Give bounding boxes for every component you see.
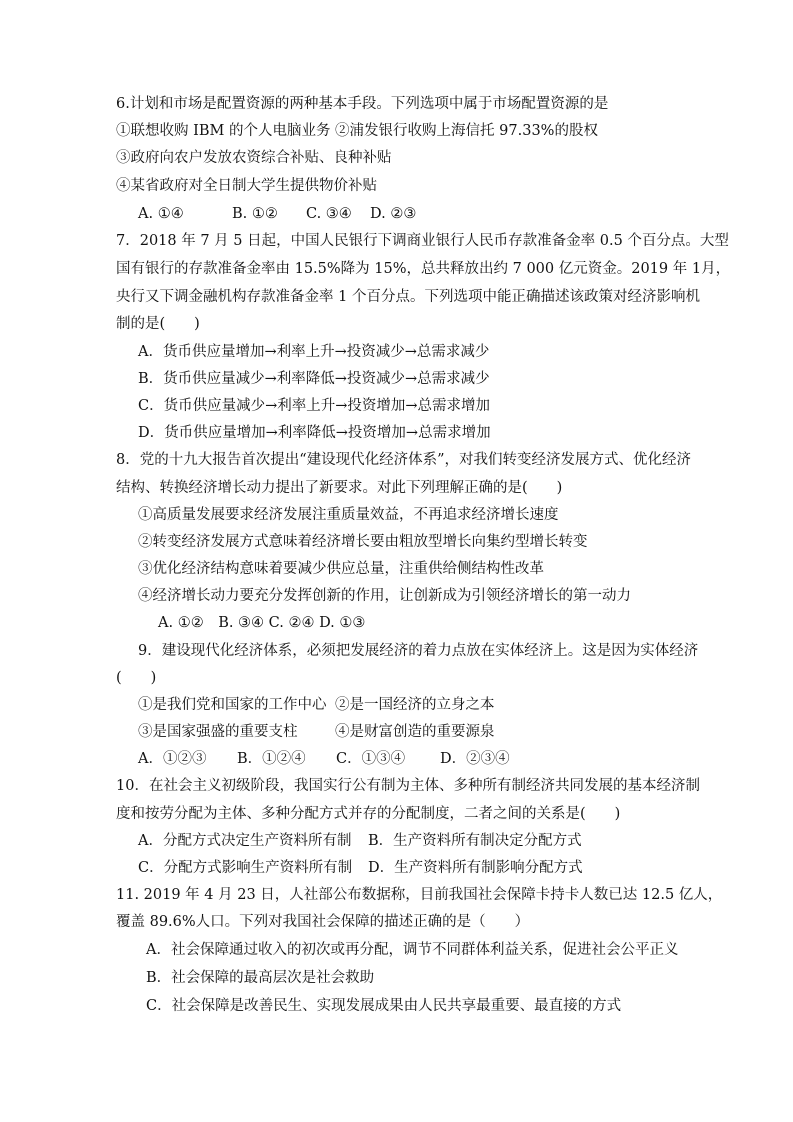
q9-item-4: ④是财富创造的重要源泉 bbox=[335, 724, 495, 740]
q7-stem-line-4: 制的是( ) bbox=[116, 316, 200, 332]
q9-item-3: ③是国家强盛的重要支柱 bbox=[138, 724, 298, 740]
q7-option-b: B．货币供应量减少→利率降低→投资减少→总需求减少 bbox=[138, 371, 490, 387]
q8-item-1: ①高质量发展要求经济发展注重质量效益，不再追求经济增长速度 bbox=[138, 507, 559, 523]
q11-option-a: A．社会保障通过收入的初次或再分配，调节不同群体利益关系，促进社会公平正义 bbox=[146, 942, 679, 958]
q7-stem-line-2: 国有银行的存款准备金率由 15.5%降为 15%，总共释放出约 7 000 亿元资金。2019 年 1月， bbox=[116, 261, 731, 277]
q6-option-c: C. ③④ bbox=[306, 206, 352, 222]
q6-option-a: A. ①④ bbox=[138, 206, 184, 222]
q6-option-d: D. ②③ bbox=[370, 206, 417, 222]
q8-item-3: ③优化经济结构意味着要减少供应总量，注重供给侧结构性改革 bbox=[138, 561, 544, 577]
q8-item-4: ④经济增长动力要充分发挥创新的作用，让创新成为引领经济增长的第一动力 bbox=[138, 588, 631, 604]
q10-option-a: A．分配方式决定生产资料所有制 bbox=[138, 833, 352, 849]
q10-option-d: D．生产资料所有制影响分配方式 bbox=[368, 860, 583, 876]
q9-option-d: D．②③④ bbox=[440, 751, 510, 767]
q9-option-a: A．①②③ bbox=[138, 751, 207, 767]
q10-option-b: B．生产资料所有制决定分配方式 bbox=[368, 833, 582, 849]
q11-option-b: B．社会保障的最高层次是社会救助 bbox=[146, 970, 375, 986]
q11-option-c: C．社会保障是改善民生、实现发展成果由人民共享最重要、最直接的方式 bbox=[146, 998, 622, 1014]
q7-stem-line-1: 7．2018 年 7 月 5 日起，中国人民银行下调商业银行人民币存款准备金率 0.5 个百分点。大型 bbox=[116, 233, 729, 249]
q9-option-b: B．①②④ bbox=[237, 751, 306, 767]
q10-stem-line-2: 度和按劳分配为主体、多种分配方式并存的分配制度，二者之间的关系是( ) bbox=[116, 806, 621, 822]
q6-option-b: B. ①② bbox=[232, 206, 278, 222]
q9-item-2: ②是一国经济的立身之本 bbox=[335, 697, 495, 713]
q9-option-c: C．①③④ bbox=[336, 751, 406, 767]
q11-stem-line-1: 11. 2019 年 4 月 23 日，人社部公布数据称，目前我国社会保障卡持卡人数已达 12.5 亿人， bbox=[116, 887, 723, 903]
q9-stem-line-2: ( ) bbox=[116, 670, 157, 686]
q7-option-c: C．货币供应量减少→利率上升→投资增加→总需求增加 bbox=[138, 398, 491, 414]
q6-item-2: ③政府向农户发放农资综合补贴、良种补贴 bbox=[116, 150, 392, 166]
q8-item-2: ②转变经济发展方式意味着经济增长要由粗放型增长向集约型增长转变 bbox=[138, 534, 588, 550]
q8-stem-line-2: 结构、转换经济增长动力提出了新要求。对此下列理解正确的是( ) bbox=[116, 480, 563, 496]
q8-stem-line-1: 8．党的十九大报告首次提出“建设现代化经济体系”，对我们转变经济发展方式、优化经济 bbox=[116, 452, 692, 468]
q6-item-1: ①联想收购 IBM 的个人电脑业务 ②浦发银行收购上海信托 97.33%的股权 bbox=[116, 123, 598, 139]
q6-item-3: ④某省政府对全日制大学生提供物价补贴 bbox=[116, 178, 377, 194]
q10-stem-line-1: 10．在社会主义初级阶段，我国实行公有制为主体、多种所有制经济共同发展的基本经济制 bbox=[116, 778, 700, 794]
q7-option-d: D．货币供应量增加→利率降低→投资增加→总需求增加 bbox=[138, 425, 491, 441]
q7-stem-line-3: 央行又下调金融机构存款准备金率 1 个百分点。下列选项中能正确描述该政策对经济影响机 bbox=[116, 289, 700, 305]
q8-options: A. ①② B. ③④ C. ②④ D. ①③ bbox=[158, 615, 366, 631]
q9-stem-line-1: 9．建设现代化经济体系，必须把发展经济的着力点放在实体经济上。这是因为实体经济 bbox=[138, 643, 699, 659]
q9-item-1: ①是我们党和国家的工作中心 bbox=[138, 697, 327, 713]
q11-stem-line-2: 覆盖 89.6%人口。下列对我国社会保障的描述正确的是（ ） bbox=[116, 914, 530, 930]
q6-stem: 6.计划和市场是配置资源的两种基本手段。下列选项中属于市场配置资源的是 bbox=[116, 96, 609, 112]
q7-option-a: A．货币供应量增加→利率上升→投资减少→总需求减少 bbox=[138, 344, 490, 360]
q10-option-c: C．分配方式影响生产资料所有制 bbox=[138, 860, 353, 876]
